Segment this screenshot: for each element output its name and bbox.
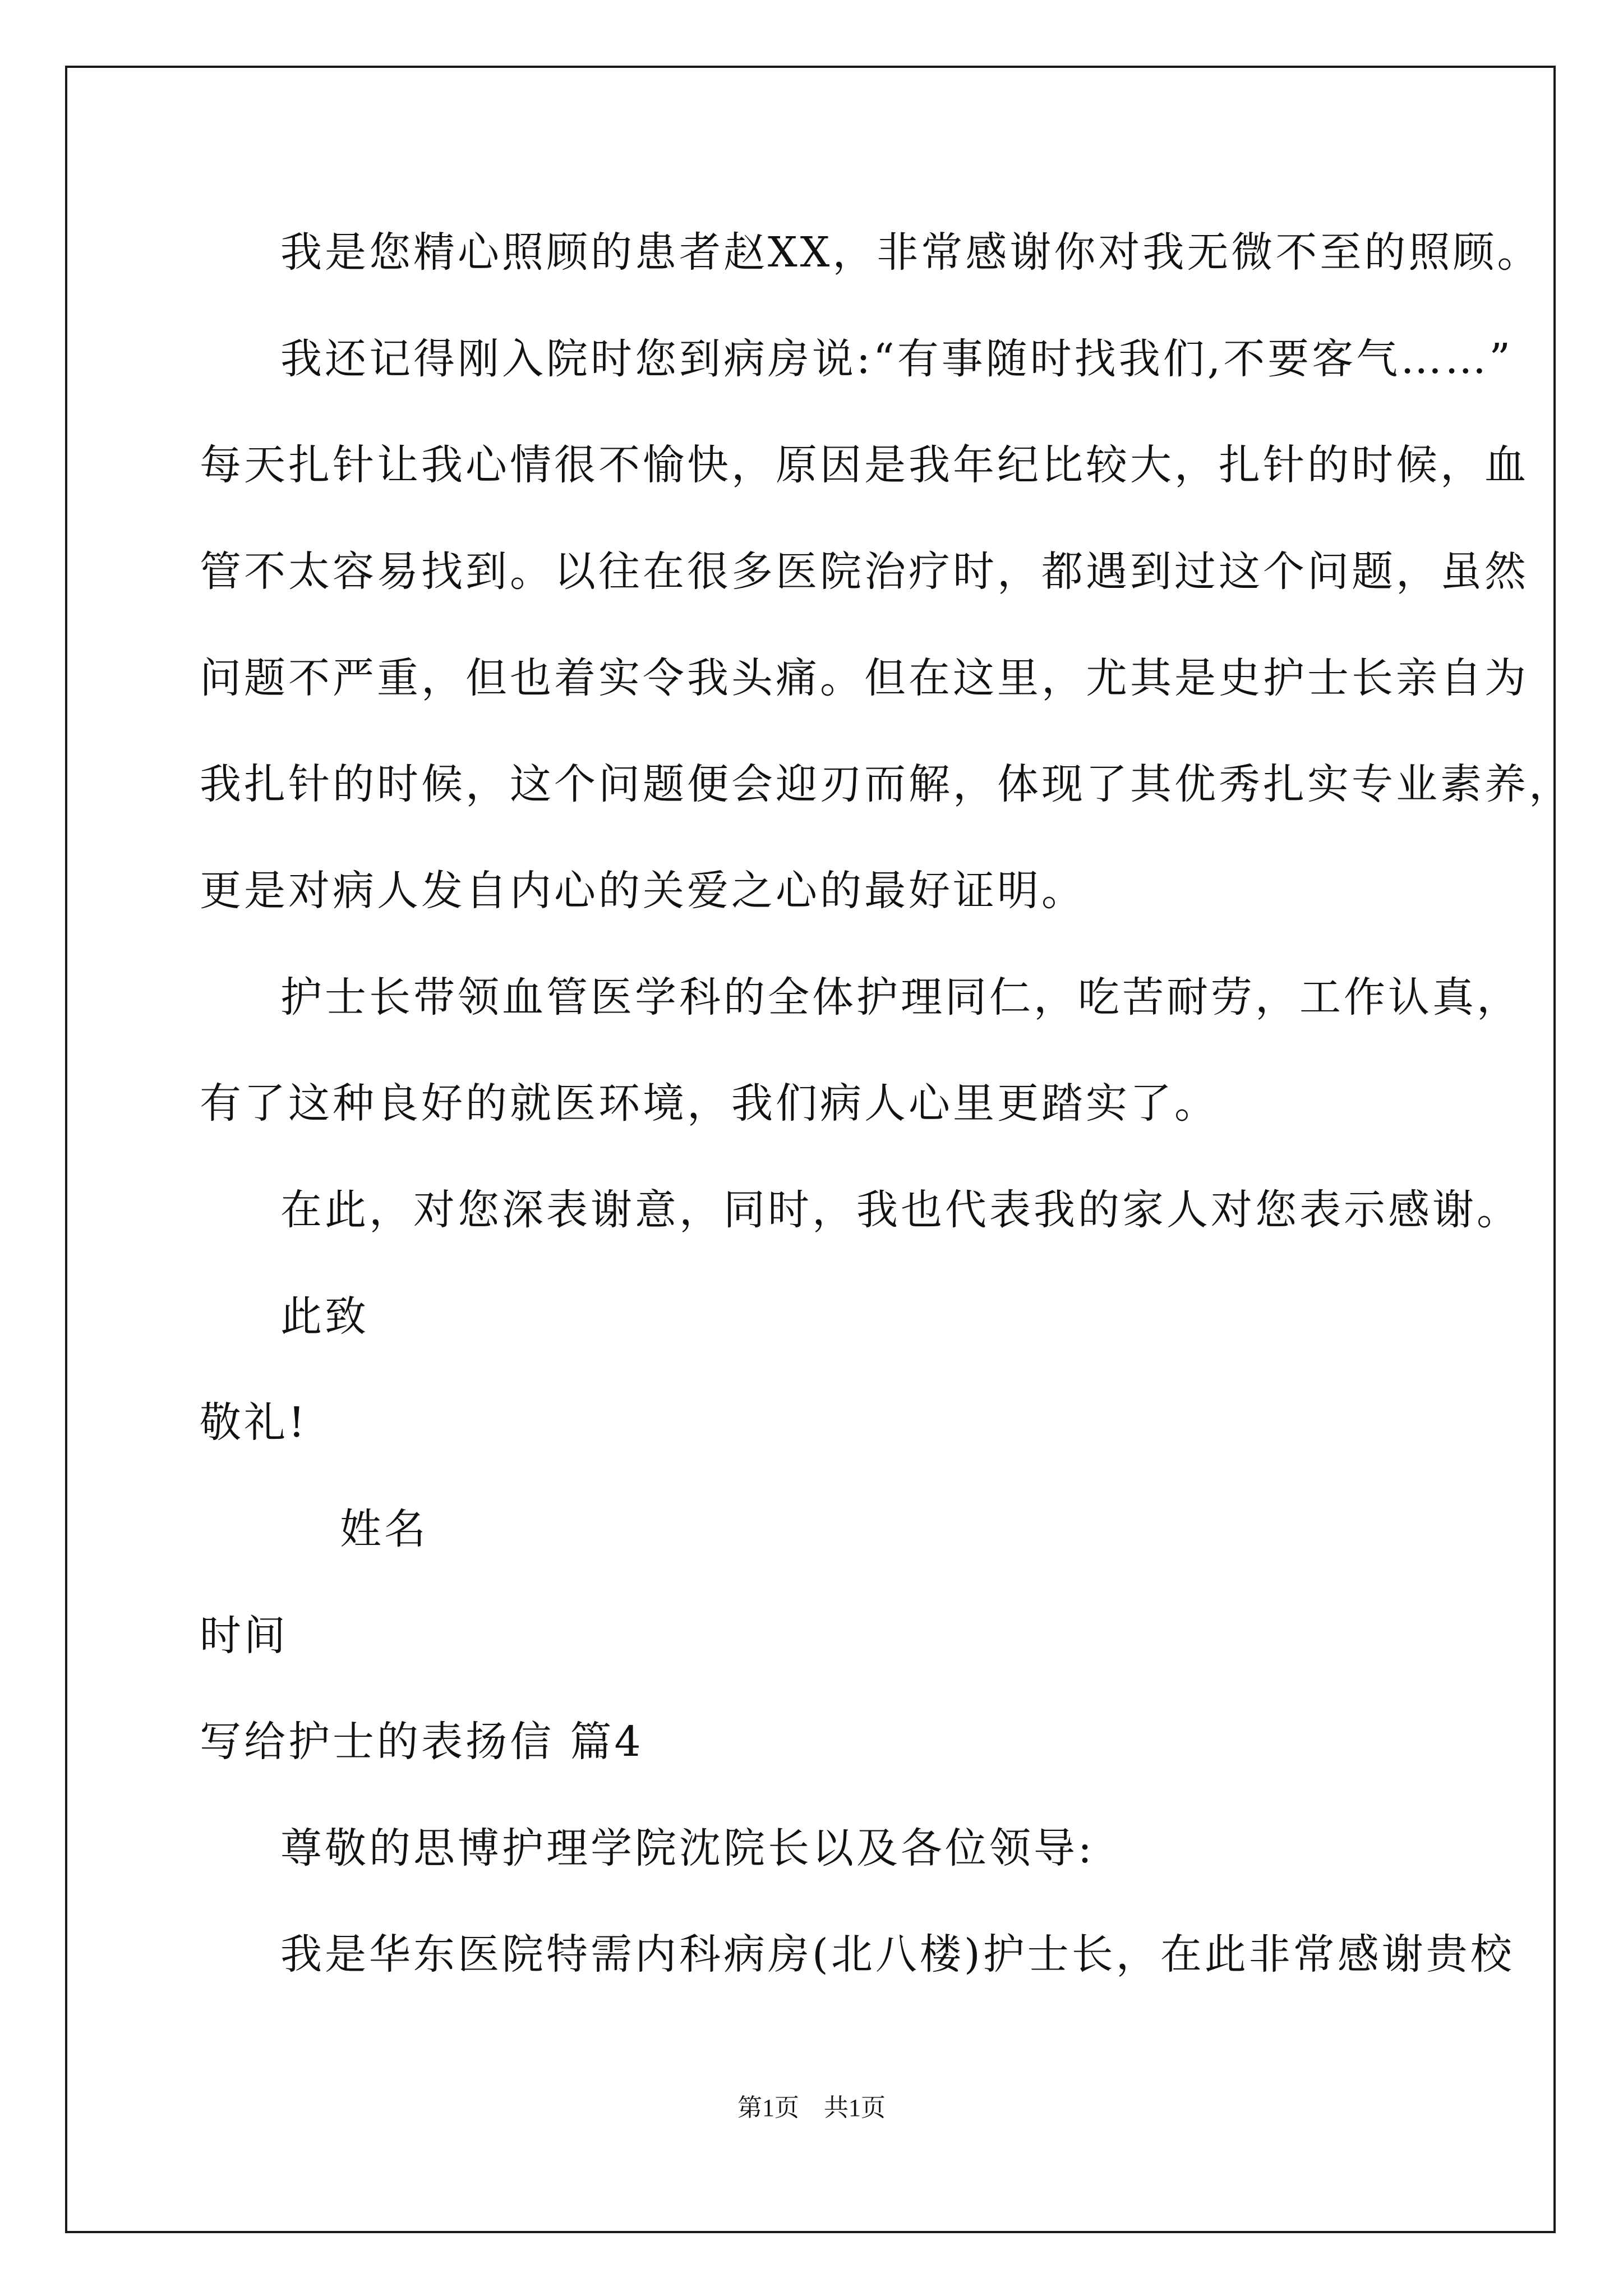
paragraph-line: 每天扎针让我心情很不愉快，原因是我年纪比较大，扎针的时候，血 — [200, 441, 1529, 489]
closing-salutation: 此致 — [280, 1292, 369, 1341]
section-title: 写给护士的表扬信 篇4 — [200, 1718, 644, 1766]
paragraph-line: 在此，对您深表谢意，同时，我也代表我的家人对您表示感谢。 — [280, 1186, 1521, 1234]
paragraph-line: 问题不严重，但也着实令我头痛。但在这里，尤其是史护士长亲自为 — [200, 654, 1529, 702]
page-footer: 第1页 共1页 — [737, 2094, 886, 2122]
signature-name: 姓名 — [340, 1505, 428, 1553]
signature-date: 时间 — [200, 1612, 288, 1660]
letter-greeting: 尊敬的思博护理学院沈院长以及各位领导: — [280, 1824, 1095, 1872]
page-border — [65, 66, 1556, 2233]
paragraph-line: 护士长带领血管医学科的全体护理同仁，吃苦耐劳，工作认真， — [280, 973, 1521, 1022]
paragraph-line: 我还记得刚入院时您到病房说:“有事随时找我们,不要客气……” — [280, 335, 1514, 383]
paragraph-line: 我是华东医院特需内科病房(北八楼)护士长，在此非常感谢贵校 — [280, 1930, 1515, 1978]
paragraph-line: 我扎针的时候，这个问题便会迎刃而解，体现了其优秀扎实专业素养， — [200, 760, 1573, 808]
paragraph-line: 管不太容易找到。以往在很多医院治疗时，都遇到过这个问题，虽然 — [200, 547, 1529, 596]
paragraph-line: 有了这种良好的就医环境，我们病人心里更踏实了。 — [200, 1079, 1219, 1128]
closing-regards: 敬礼! — [200, 1398, 308, 1447]
paragraph-line: 我是您精心照顾的患者赵XX，非常感谢你对我无微不至的照顾。 — [280, 228, 1542, 277]
paragraph-line: 更是对病人发自内心的关爱之心的最好证明。 — [200, 867, 1086, 915]
